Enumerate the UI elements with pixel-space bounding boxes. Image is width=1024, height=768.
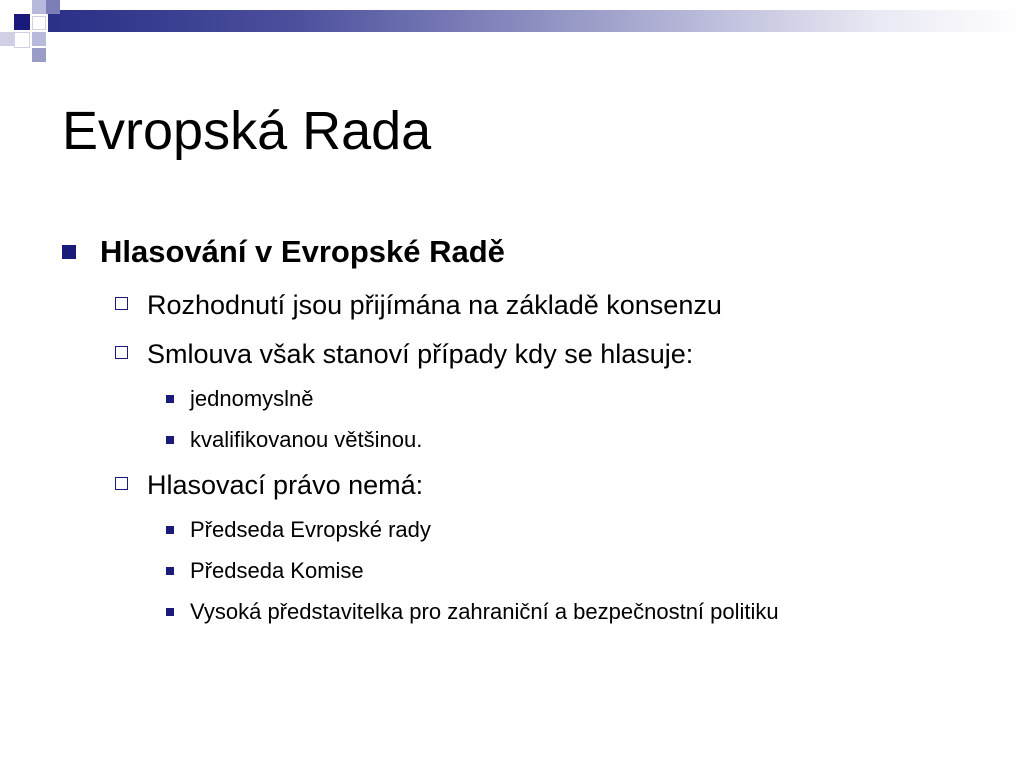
small-square-bullet-icon: [166, 608, 174, 616]
deco-square: [32, 0, 46, 14]
header-decoration: [0, 0, 1024, 64]
small-square-bullet-icon: [166, 436, 174, 444]
deco-square: [14, 14, 30, 30]
bullet-text: jednomyslně: [190, 386, 314, 411]
bullet-text: Předseda Evropské rady: [190, 517, 431, 542]
deco-square: [32, 48, 46, 62]
hollow-square-bullet-icon: [115, 477, 128, 490]
deco-square: [32, 16, 46, 30]
bullet-text: Rozhodnutí jsou přijímána na základě konsenzu: [147, 290, 722, 320]
deco-square: [0, 32, 14, 46]
small-square-bullet-icon: [166, 395, 174, 403]
square-bullet-icon: [62, 245, 76, 259]
bullet-text: Vysoká představitelka pro zahraniční a bezpečnostní politiku: [190, 599, 779, 624]
bullet-text: Hlasování v Evropské Radě: [100, 234, 505, 269]
header-gradient-bar: [48, 10, 1024, 32]
deco-square: [14, 32, 30, 48]
bullet-text: kvalifikovanou většinou.: [190, 427, 423, 452]
bullet-text: Smlouva však stanoví případy kdy se hlasuje:: [147, 339, 694, 369]
hollow-square-bullet-icon: [115, 346, 128, 359]
bullet-text: Předseda Komise: [190, 558, 364, 583]
bullet-text: Hlasovací právo nemá:: [147, 470, 424, 500]
small-square-bullet-icon: [166, 567, 174, 575]
deco-square: [46, 0, 60, 14]
hollow-square-bullet-icon: [115, 297, 128, 310]
deco-square: [32, 32, 46, 46]
slide-title: Evropská Rada: [62, 101, 432, 161]
small-square-bullet-icon: [166, 526, 174, 534]
